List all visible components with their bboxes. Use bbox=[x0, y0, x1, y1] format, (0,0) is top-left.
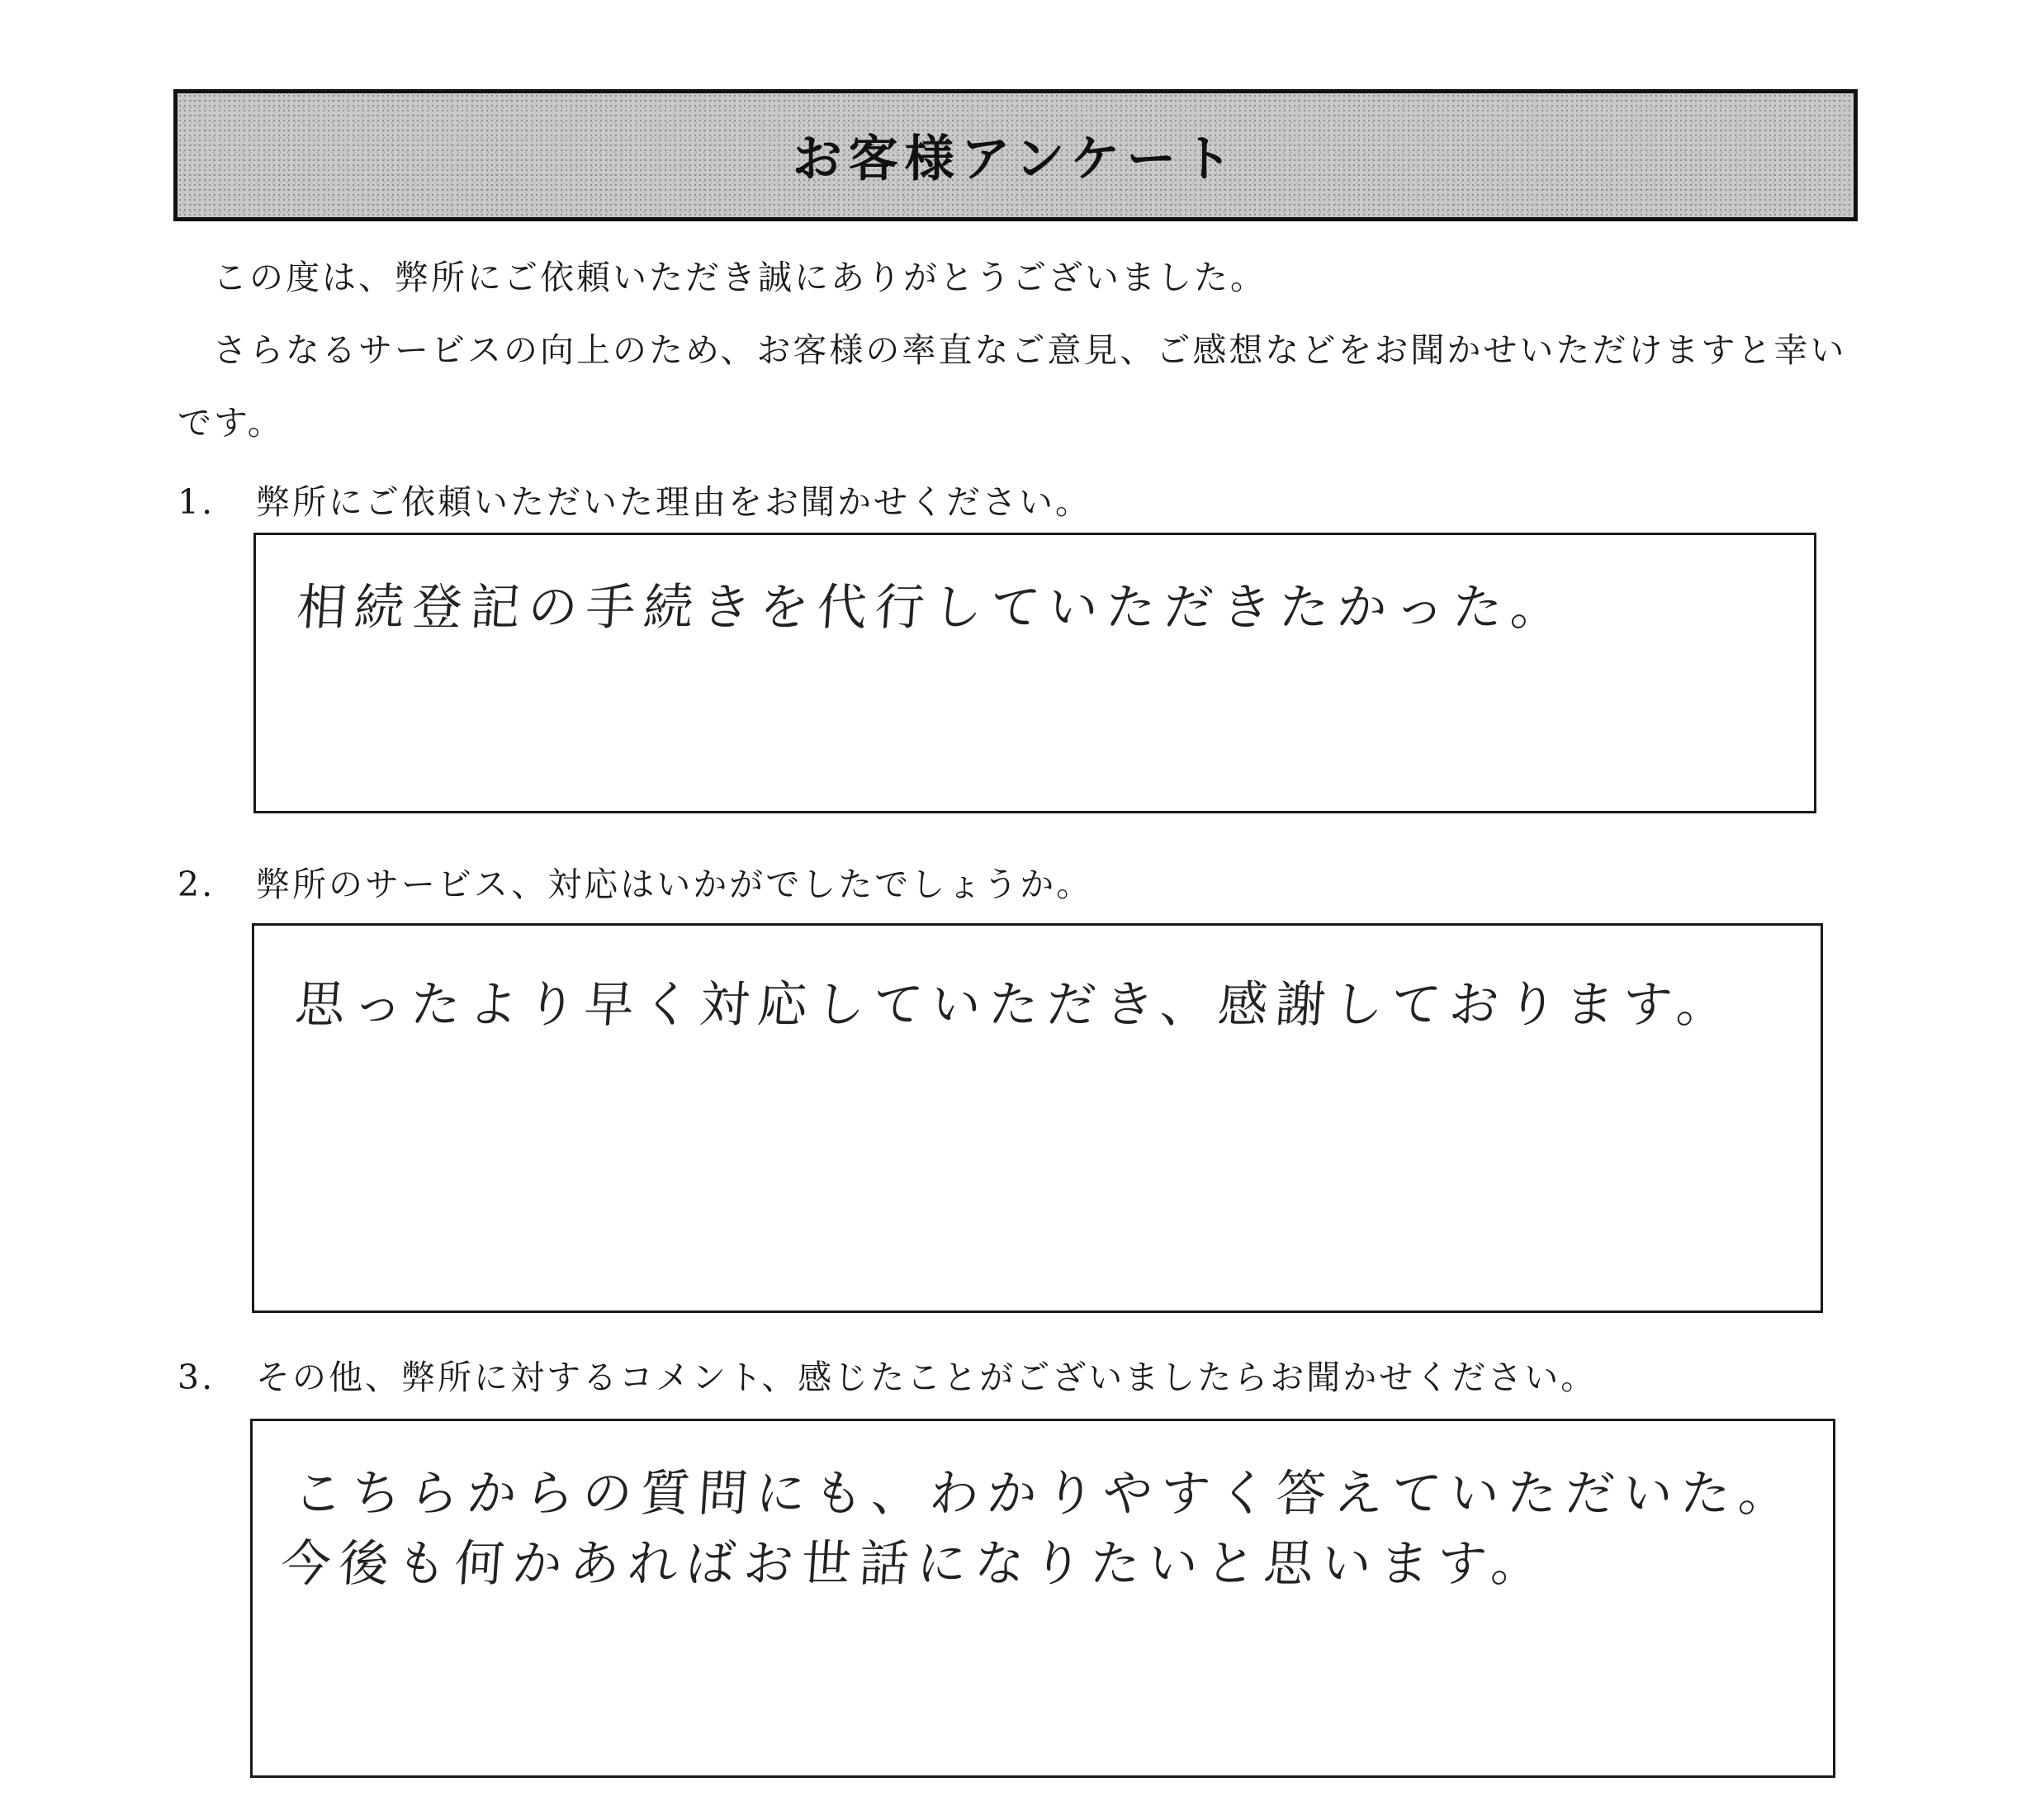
question-text: その他、弊所に対するコメント、感じたことがございましたらお聞かせください。 bbox=[256, 1358, 1598, 1397]
survey-title: お客様アンケート bbox=[792, 130, 1239, 188]
question-3 bbox=[178, 1350, 1597, 1399]
question-number: 1. bbox=[178, 482, 215, 522]
question-text: 弊所のサービス、対応はいかがでしたでしょうか。 bbox=[256, 865, 1093, 904]
answer-box-1[interactable] bbox=[253, 533, 1816, 813]
intro-paragraph bbox=[178, 241, 1862, 459]
question-2 bbox=[178, 857, 1092, 906]
question-text: 弊所にご依頼いただいた理由をお聞かせください。 bbox=[256, 482, 1092, 522]
survey-title-banner bbox=[173, 89, 1858, 221]
question-1 bbox=[178, 475, 1092, 524]
answer-box-2[interactable] bbox=[252, 923, 1823, 1313]
intro-line-1: この度は、弊所にご依頼いただき誠にありがとうございました。 bbox=[213, 258, 1267, 297]
question-number: 2. bbox=[178, 865, 215, 904]
answer-line: 思ったより早く対応していただき、感謝しております。 bbox=[293, 976, 1736, 1034]
intro-line-2: さらなるサービスの向上のため、お客様の率直なご意見、ご感想などをお聞かせいただけますと幸いです。 bbox=[178, 330, 1847, 443]
answer-line: こちらからの質問にも、わかりやすく答えていただいた。 bbox=[291, 1465, 1799, 1523]
answer-box-3[interactable] bbox=[250, 1419, 1835, 1778]
question-number: 3. bbox=[178, 1358, 215, 1397]
answer-line: 今後も何かあればお世話になりたいと思います。 bbox=[279, 1535, 1551, 1593]
answer-line: 相続登記の手続きを代行していただきたかった。 bbox=[295, 579, 1571, 637]
